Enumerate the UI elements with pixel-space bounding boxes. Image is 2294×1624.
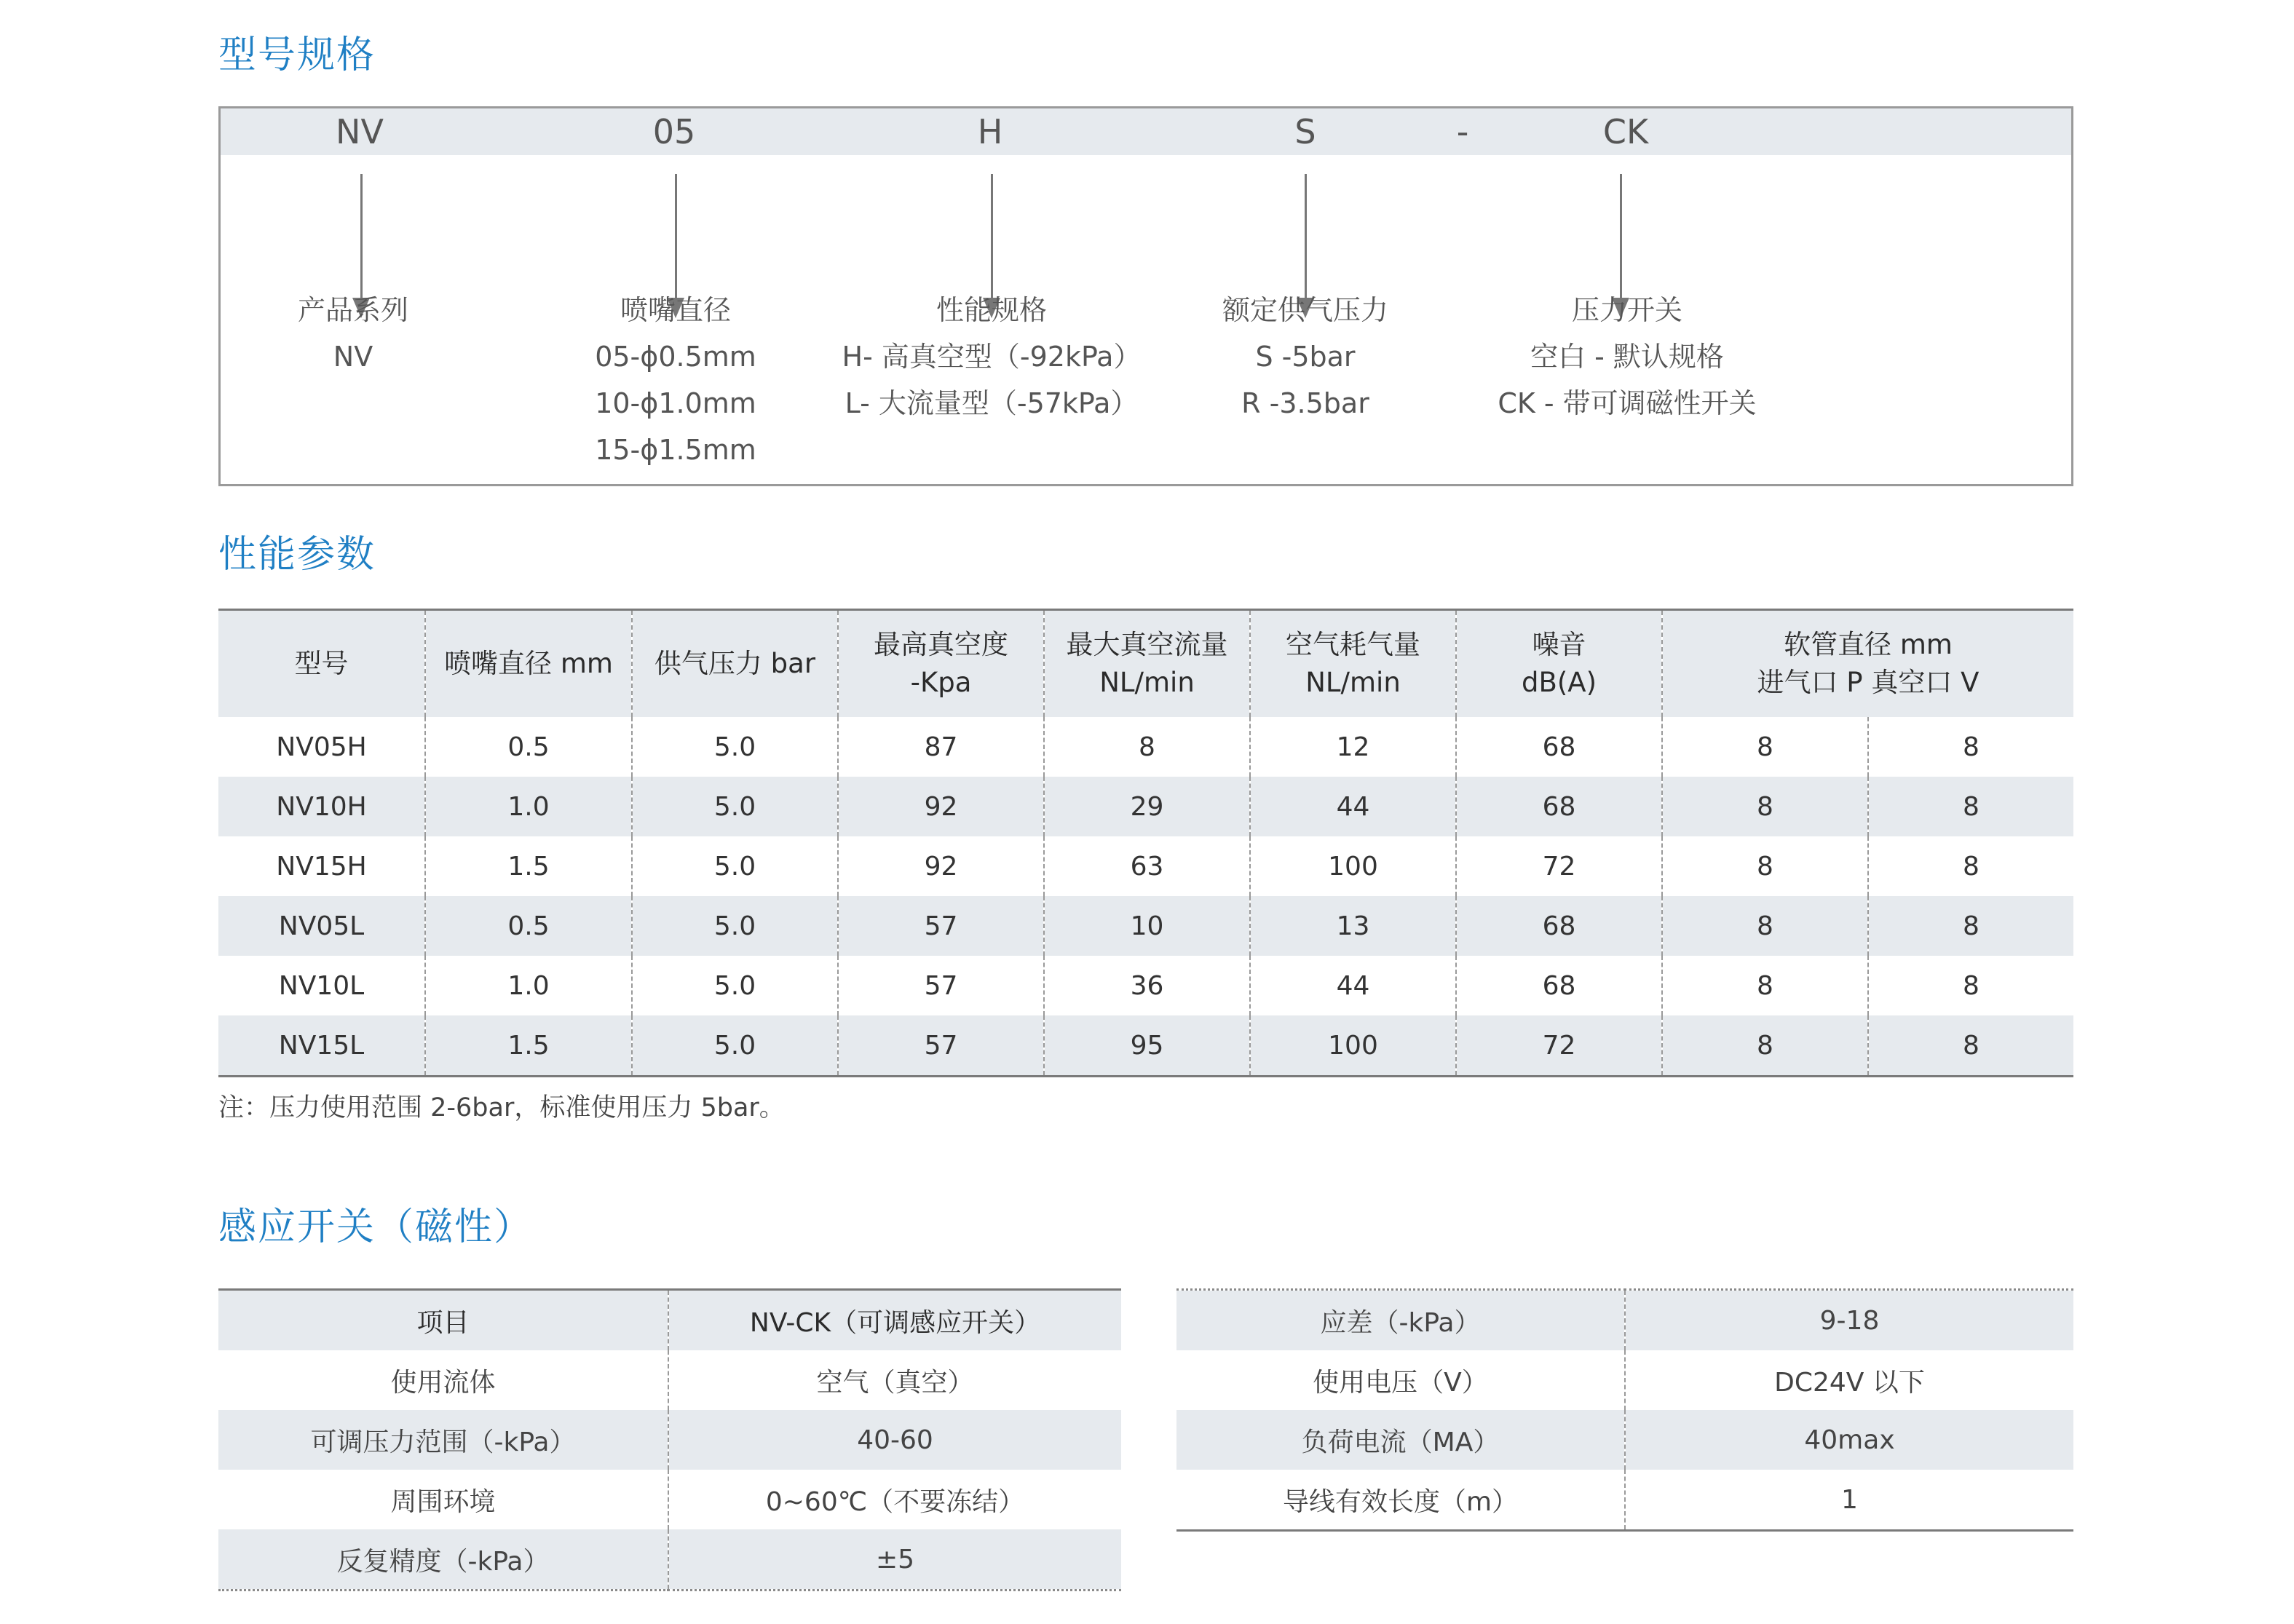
table-row — [1176, 1410, 2073, 1470]
table-row — [218, 1529, 1121, 1591]
model-code-diagram — [218, 106, 2073, 486]
table-cell: 68 — [1456, 956, 1662, 1015]
table-cell: 95 — [1044, 1015, 1250, 1077]
table-cell: 92 — [838, 836, 1044, 896]
table-cell: 5.0 — [632, 1015, 838, 1077]
model-column-title: 性能规格 — [936, 294, 1047, 326]
sensor-spec-table-left — [218, 1288, 1121, 1591]
table-cell: 8 — [1868, 717, 2073, 777]
table-row — [218, 1290, 1121, 1351]
table-cell: 100 — [1250, 836, 1456, 896]
table-cell: 100 — [1250, 1015, 1456, 1077]
table-cell: DC24V 以下 — [1625, 1350, 2073, 1410]
table-row — [1176, 1350, 2073, 1410]
table-cell: 空气（真空） — [668, 1350, 1121, 1410]
model-column-switch — [1460, 287, 1795, 427]
table-cell: 0~60℃（不要冻结） — [668, 1470, 1121, 1529]
table-cell: 72 — [1456, 1015, 1662, 1077]
table-cell: 10 — [1044, 896, 1250, 956]
header-hose-diameter: 软管直径 mm 进气口 P 真空口 V — [1662, 610, 2073, 718]
table-cell: 40-60 — [668, 1410, 1121, 1470]
table-cell: 5.0 — [632, 777, 838, 836]
model-column-performance — [824, 287, 1159, 427]
table-cell: 可调压力范围（-kPa） — [218, 1410, 668, 1470]
header-noise: 噪音 dB(A) — [1456, 610, 1662, 718]
table-cell: 5.0 — [632, 836, 838, 896]
down-arrow-icon — [1620, 174, 1622, 298]
model-column-pressure — [1138, 287, 1473, 427]
model-column-option: S -5bar — [1255, 341, 1356, 373]
performance-table — [218, 609, 2073, 1077]
model-column-option: R -3.5bar — [1241, 387, 1369, 419]
table-cell: 5.0 — [632, 956, 838, 1015]
table-cell: 导线有效长度（m） — [1282, 1486, 1519, 1517]
table-cell: NV05L — [218, 896, 425, 956]
table-cell: 1 — [1625, 1470, 2073, 1531]
table-row — [218, 1350, 1121, 1410]
header-nozzle-diameter: 喷嘴直径 mm — [425, 610, 632, 718]
model-column-option: CK - 带可调磁性开关 — [1498, 387, 1757, 419]
table-cell: 8 — [1868, 896, 2073, 956]
table-row — [1176, 1470, 2073, 1531]
code-letter-pressure: S — [1294, 112, 1316, 151]
model-column-option: 10-ϕ1.0mm — [595, 387, 756, 419]
table-cell: 29 — [1044, 777, 1250, 836]
table-row — [218, 777, 2073, 836]
table-cell: 1.5 — [425, 1015, 632, 1077]
code-letter-dash: - — [1456, 112, 1469, 151]
code-letter-series: NV — [336, 112, 384, 151]
section-title-sensor-switch: 感应开关（磁性） — [218, 1205, 534, 1249]
table-cell: 8 — [1868, 836, 2073, 896]
table-cell: 8 — [1662, 836, 1868, 896]
down-arrow-icon — [1305, 174, 1307, 298]
model-column-title: 产品系列 — [297, 294, 408, 326]
table-cell: 57 — [838, 896, 1044, 956]
table-row — [218, 1015, 2073, 1077]
model-column-option: L- 大流量型（-57kPa） — [845, 387, 1139, 419]
table-cell: NV10L — [278, 970, 365, 1001]
table-cell: 8 — [1662, 956, 1868, 1015]
table-cell: ±5 — [668, 1529, 1121, 1591]
table-cell: 0.5 — [425, 717, 632, 777]
table-cell: 57 — [838, 1015, 1044, 1077]
table-row — [218, 1410, 1121, 1470]
model-column-nozzle — [508, 287, 843, 473]
model-column-title: 额定供气压力 — [1222, 294, 1388, 326]
table-cell: 5.0 — [632, 896, 838, 956]
table-cell: 5.0 — [632, 717, 838, 777]
model-column-option: 05-ϕ0.5mm — [595, 341, 756, 373]
table-cell: 使用电压（V） — [1313, 1367, 1488, 1398]
table-cell: 使用流体 — [390, 1367, 496, 1398]
table-cell: 57 — [838, 956, 1044, 1015]
model-code-band — [221, 108, 2071, 155]
table-cell: 8 — [1868, 777, 2073, 836]
model-column-option: H- 高真空型（-92kPa） — [842, 341, 1142, 373]
table-cell: 反复精度（-kPa） — [218, 1529, 668, 1591]
code-letter-performance: H — [977, 112, 1003, 151]
header-max-vacuum-flow: 最大真空流量 NL/min — [1044, 610, 1250, 718]
model-column-title: 压力开关 — [1571, 294, 1682, 326]
table-cell: 87 — [838, 717, 1044, 777]
table-row — [1176, 1290, 2073, 1351]
model-column-series — [186, 287, 521, 380]
table-cell: 1.0 — [425, 956, 632, 1015]
table-row — [218, 956, 2073, 1015]
table-cell: 8 — [1662, 717, 1868, 777]
table-cell: 68 — [1456, 777, 1662, 836]
table-cell: 8 — [1662, 896, 1868, 956]
down-arrow-icon — [991, 174, 993, 298]
table-cell: 8 — [1662, 1015, 1868, 1077]
table-cell: 8 — [1662, 777, 1868, 836]
section-title-model-spec: 型号规格 — [218, 33, 376, 77]
table-cell: 应差（-kPa） — [1176, 1290, 1625, 1351]
sensor-spec-table-right — [1176, 1288, 2073, 1532]
table-cell: 72 — [1456, 836, 1662, 896]
table-cell: 8 — [1044, 717, 1250, 777]
table-row — [218, 836, 2073, 896]
table-cell: 1.5 — [425, 836, 632, 896]
down-arrow-icon — [675, 174, 677, 298]
table-cell: 68 — [1456, 896, 1662, 956]
table-cell: 44 — [1250, 956, 1456, 1015]
down-arrow-icon — [360, 174, 363, 298]
table-cell: 1.0 — [425, 777, 632, 836]
table-cell: 63 — [1044, 836, 1250, 896]
pressure-note: 注：压力使用范围 2-6bar，标准使用压力 5bar。 — [218, 1093, 785, 1122]
table-cell: NV10H — [218, 777, 425, 836]
table-header-row — [218, 610, 2073, 718]
table-cell: 周围环境 — [390, 1486, 496, 1517]
code-letter-nozzle: 05 — [652, 112, 696, 151]
table-row — [218, 896, 2073, 956]
model-column-option: 15-ϕ1.5mm — [595, 434, 756, 466]
table-cell: 13 — [1250, 896, 1456, 956]
table-cell: 92 — [838, 777, 1044, 836]
table-cell: 8 — [1868, 1015, 2073, 1077]
header-air-consumption: 空气耗气量 NL/min — [1250, 610, 1456, 718]
table-cell: 12 — [1250, 717, 1456, 777]
section-title-performance: 性能参数 — [218, 533, 376, 577]
header-max-vacuum: 最高真空度 -Kpa — [838, 610, 1044, 718]
table-cell: NV15H — [276, 851, 367, 882]
table-cell: NV15L — [218, 1015, 425, 1077]
model-column-option: NV — [333, 341, 373, 373]
table-cell: 负荷电流（MA） — [1176, 1410, 1625, 1470]
table-cell: 40max — [1625, 1410, 2073, 1470]
table-cell: 项目 — [218, 1290, 668, 1351]
table-cell: 0.5 — [425, 896, 632, 956]
table-row — [218, 1470, 1121, 1529]
table-cell: 36 — [1044, 956, 1250, 1015]
table-cell: 68 — [1456, 717, 1662, 777]
table-cell: 8 — [1868, 956, 2073, 1015]
table-cell: NV05H — [276, 732, 367, 762]
table-cell: 9-18 — [1625, 1290, 2073, 1351]
header-supply-pressure: 供气压力 bar — [632, 610, 838, 718]
table-row — [218, 717, 2073, 777]
table-cell: 44 — [1250, 777, 1456, 836]
code-letter-switch: CK — [1602, 112, 1649, 151]
header-model: 型号 — [218, 610, 425, 718]
model-column-title: 喷嘴直径 — [620, 294, 731, 326]
table-cell: NV-CK（可调感应开关） — [668, 1290, 1121, 1351]
model-column-option: 空白 - 默认规格 — [1530, 341, 1724, 373]
